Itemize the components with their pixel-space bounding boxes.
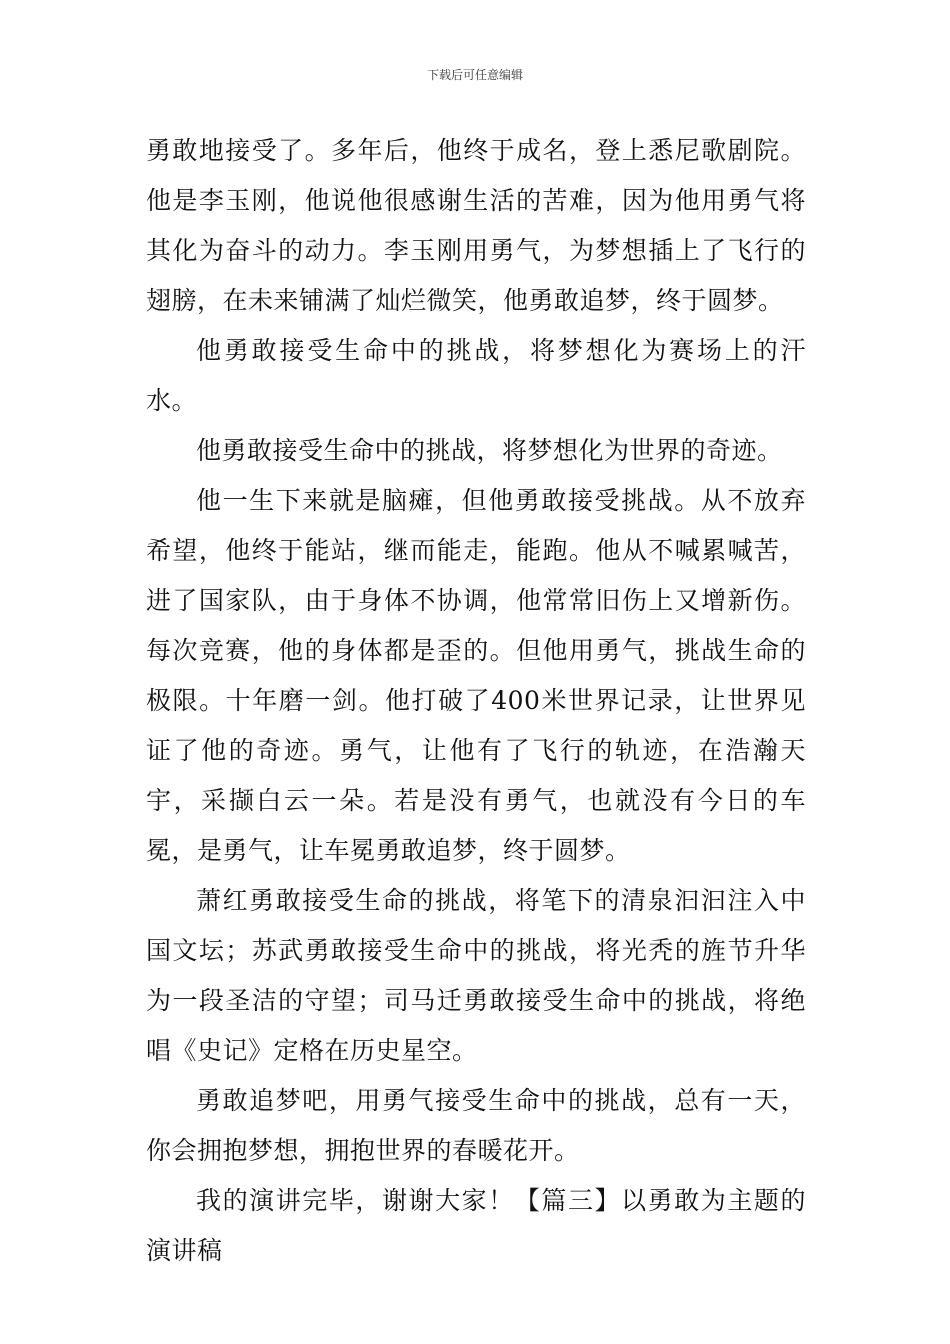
document-body: [146, 126, 806, 1276]
paragraph-5: 萧红勇敢接受生命的挑战，将笔下的清泉汩汩注入中国文坛；苏武勇敢接受生命中的挑战，将光秃的旌节升华为一段圣洁的守望；司马迁勇敢接受生命中的挑战，将绝唱《史记》定格在历史星空。: [146, 886, 806, 1065]
paragraph-7: 我的演讲完毕，谢谢大家！【篇三】以勇敢为主题的演讲稿: [146, 1186, 806, 1265]
paragraph-2: 他勇敢接受生命中的挑战，将梦想化为赛场上的汗水。: [146, 336, 806, 415]
page-header: 下载后可任意编辑: [426, 68, 523, 82]
paragraph-4: 他一生下来就是脑瘫，但他勇敢接受挑战。从不放弃希望，他终于能站，继而能走，能跑。他从不喊累喊苦，进了国家队，由于身体不协调，他常常旧伤上又增新伤。每次竞赛，他的身体都是歪的。但他用勇气，挑战生命的极限。十年磨一剑。他打破了400米世界记录，让世界见证了他的奇迹。勇气，让他有了飞行的轨迹，在浩瀚天宇，采撷白云一朵。若是没有勇气，也就没有今日的车冕，是勇气，让车冕勇敢追梦，终于圆梦。: [146, 486, 806, 865]
paragraph-3: 他勇敢接受生命中的挑战，将梦想化为世界的奇迹。: [196, 436, 783, 465]
paragraph-1: 勇敢地接受了。多年后，他终于成名，登上悉尼歌剧院。他是李玉刚，他说他很感谢生活的苦难，因为他用勇气将其化为奋斗的动力。李玉刚用勇气，为梦想插上了飞行的翅膀，在未来铺满了灿烂微笑，他勇敢追梦，终于圆梦。: [146, 136, 806, 315]
paragraph-6: 勇敢追梦吧，用勇气接受生命中的挑战，总有一天，你会拥抱梦想，拥抱世界的春暖花开。: [146, 1086, 806, 1165]
